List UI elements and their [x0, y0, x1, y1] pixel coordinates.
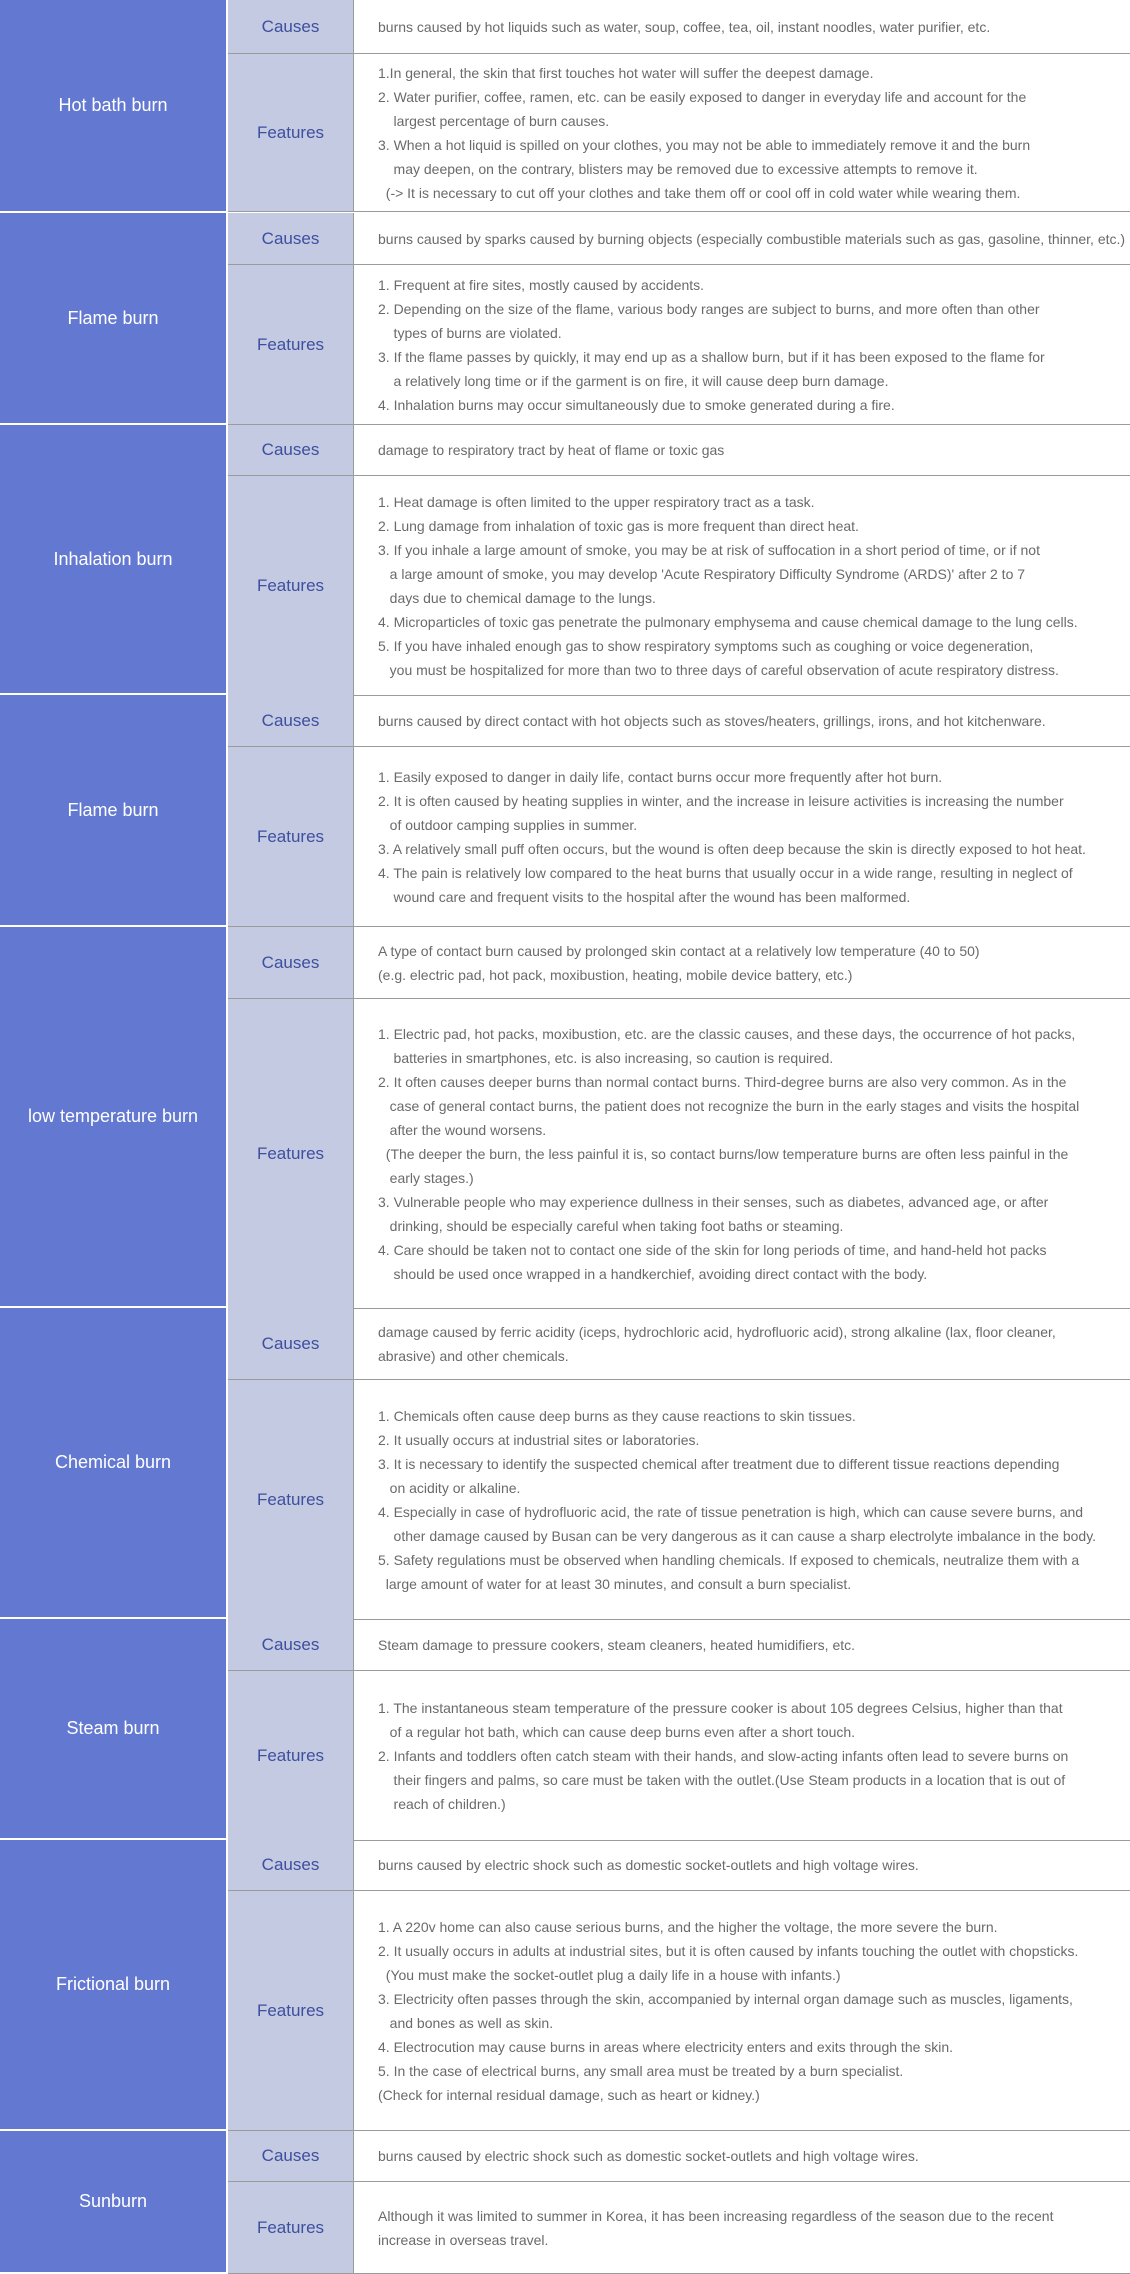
features-row	[228, 1671, 1130, 1841]
features-line: may deepen, on the contrary, blisters may be removed due to excessive attempts to remove it.	[378, 160, 978, 177]
features-row	[228, 54, 1130, 212]
burn-type-label: Inhalation burn	[0, 425, 226, 695]
causes-line: (e.g. electric pad, hot pack, moxibustion, heating, mobile device battery, etc.)	[378, 966, 853, 983]
features-line: early stages.)	[378, 1169, 474, 1186]
causes-row	[228, 425, 1130, 476]
features-line: case of general contact burns, the patient does not recognize the burn in the early stages and visits the hospital	[378, 1097, 1080, 1114]
causes-line: abrasive) and other chemicals.	[378, 1347, 569, 1364]
causes-line: damage to respiratory tract by heat of flame or toxic gas	[378, 442, 725, 458]
features-line: of a regular hot bath, which can cause deep burns even after a short touch.	[378, 1723, 856, 1740]
features-line: 2. Lung damage from inhalation of toxic gas is more frequent than direct heat.	[378, 517, 859, 534]
features-line: a large amount of smoke, you may develop 'Acute Respiratory Difficulty Syndrome (ARDS)' after 2 to 7	[378, 565, 1026, 582]
features-label: Features	[228, 1671, 354, 1840]
burn-row-inhalation-burn	[0, 425, 1130, 695]
features-line: 3. It is necessary to identify the suspected chemical after treatment due to different tissue reactions depending	[378, 1455, 1060, 1472]
causes-row	[228, 1619, 1130, 1671]
features-text	[354, 1380, 1130, 1619]
features-line: 4. Electrocution may cause burns in areas where electricity enters and exits through the skin.	[378, 2038, 954, 2055]
features-line: 3. Electricity often passes through the skin, accompanied by internal organ damage such as muscles, ligaments,	[378, 1990, 1073, 2007]
features-line: 5. In the case of electrical burns, any small area must be treated by a burn specialist.	[378, 2062, 904, 2079]
causes-text	[354, 1840, 1130, 1890]
features-text	[354, 265, 1130, 424]
features-line: you must be hospitalized for more than two to three days of careful observation of acute respiratory distress.	[378, 661, 1059, 678]
features-line: 3. If you inhale a large amount of smoke, you may be at risk of suffocation in a short period of time, or if not	[378, 541, 1040, 558]
causes-text	[354, 0, 1130, 53]
causes-row	[228, 0, 1130, 54]
features-label: Features	[228, 54, 354, 211]
features-line: other damage caused by Busan can be very dangerous as it can cause a sharp electrolyte imbalance in the body.	[378, 1527, 1097, 1544]
causes-text	[354, 927, 1130, 998]
burn-type-label: Flame burn	[0, 695, 226, 927]
features-line: 1. Heat damage is often limited to the upper respiratory tract as a task.	[378, 493, 815, 510]
causes-line: damage caused by ferric acidity (iceps, hydrochloric acid, hydrofluoric acid), strong alkaline (lax, floor cleaner,	[378, 1323, 1056, 1340]
features-label: Features	[228, 999, 354, 1308]
causes-row	[228, 695, 1130, 747]
features-line: and bones as well as skin.	[378, 2014, 554, 2031]
causes-row	[228, 1308, 1130, 1380]
features-line: 1. The instantaneous steam temperature of the pressure cooker is about 105 degrees Celsius, higher than that	[378, 1699, 1063, 1716]
causes-label: Causes	[228, 695, 354, 746]
causes-label: Causes	[228, 1619, 354, 1670]
features-line: a relatively long time or if the garment is on fire, it will cause deep burn damage.	[378, 372, 889, 389]
features-line: 5. If you have inhaled enough gas to show respiratory symptoms such as coughing or voice degeneration,	[378, 637, 1034, 654]
features-line: 4. Microparticles of toxic gas penetrate the pulmonary emphysema and cause chemical damage to the lung cells.	[378, 613, 1078, 630]
features-row	[228, 999, 1130, 1309]
features-line: batteries in smartphones, etc. is also increasing, so caution is required.	[378, 1049, 834, 1066]
features-line: 2. It usually occurs in adults at industrial sites, but it is often caused by infants touching the outlet with chopsticks.	[378, 1942, 1079, 1959]
features-label: Features	[228, 1380, 354, 1619]
causes-label: Causes	[228, 213, 354, 264]
features-row	[228, 2182, 1130, 2274]
features-line: 2. It usually occurs at industrial sites or laboratories.	[378, 1431, 700, 1448]
features-line: 1. Frequent at fire sites, mostly caused by accidents.	[378, 276, 705, 293]
features-line: on acidity or alkaline.	[378, 1479, 521, 1496]
features-line: largest percentage of burn causes.	[378, 112, 610, 129]
features-text	[354, 1891, 1130, 2130]
features-row	[228, 1891, 1130, 2131]
features-row	[228, 747, 1130, 927]
features-label: Features	[228, 476, 354, 695]
causes-text	[354, 695, 1130, 746]
burn-row-flame-burn	[0, 695, 1130, 927]
burn-row-flame-burn	[0, 213, 1130, 425]
burn-type-label: Flame burn	[0, 213, 226, 425]
causes-line: burns caused by electric shock such as domestic socket-outlets and high voltage wires.	[378, 2148, 919, 2164]
causes-row	[228, 213, 1130, 265]
features-text	[354, 54, 1130, 211]
causes-text	[354, 1619, 1130, 1670]
features-line: their fingers and palms, so care must be taken with the outlet.(Use Steam products in a location that is out of	[378, 1771, 1066, 1788]
burn-row-steam-burn	[0, 1619, 1130, 1840]
causes-text	[354, 425, 1130, 475]
features-row	[228, 265, 1130, 425]
features-line: 5. Safety regulations must be observed when handling chemicals. If exposed to chemicals, neutralize them with a	[378, 1551, 1080, 1568]
causes-line: burns caused by direct contact with hot objects such as stoves/heaters, grillings, irons, and hot kitchenware.	[378, 712, 1046, 729]
burn-row-hot-bath-burn	[0, 0, 1130, 213]
features-line: 3. A relatively small puff often occurs, but the wound is often deep because the skin is directly exposed to hot heat.	[378, 840, 1086, 857]
features-line: wound care and frequent visits to the hospital after the wound has been malformed.	[378, 888, 911, 905]
burn-type-label: low temperature burn	[0, 927, 226, 1308]
causes-label: Causes	[228, 2131, 354, 2181]
features-line: increase in overseas travel.	[378, 2231, 549, 2248]
features-line: 2. Infants and toddlers often catch steam with their hands, and slow-acting infants often lead to severe burns on	[378, 1747, 1069, 1764]
causes-text	[354, 1308, 1130, 1379]
features-line: should be used once wrapped in a handkerchief, avoiding direct contact with the body.	[378, 1265, 928, 1282]
features-line: 1. A 220v home can also cause serious burns, and the higher the voltage, the more severe the burn.	[378, 1918, 998, 1935]
features-label: Features	[228, 265, 354, 424]
features-line: (-> It is necessary to cut off your clothes and take them off or cool off in cold water while wearing them.	[378, 184, 1021, 201]
features-line: 2. It is often caused by heating supplies in winter, and the increase in leisure activities is increasing the number	[378, 792, 1064, 809]
features-line: Although it was limited to summer in Korea, it has been increasing regardless of the season due to the recent	[378, 2207, 1054, 2224]
features-line: 4. Especially in case of hydrofluoric acid, the rate of tissue penetration is high, which can cause severe burns, and	[378, 1503, 1084, 1520]
features-line: 2. Depending on the size of the flame, various body ranges are subject to burns, and more often than other	[378, 300, 1040, 317]
causes-row	[228, 1840, 1130, 1891]
features-line: large amount of water for at least 30 minutes, and consult a burn specialist.	[378, 1575, 852, 1592]
features-text	[354, 2182, 1130, 2273]
causes-line: burns caused by hot liquids such as water, soup, coffee, tea, oil, instant noodles, water purifier, etc.	[378, 18, 991, 35]
features-line: 3. When a hot liquid is spilled on your clothes, you may not be able to immediately remove it and the burn	[378, 136, 1031, 153]
features-line: 2. It often causes deeper burns than normal contact burns. Third-degree burns are also very common. As in the	[378, 1073, 1067, 1090]
features-line: 1. Electric pad, hot packs, moxibustion, etc. are the classic causes, and these days, the occurrence of hot packs,	[378, 1025, 1076, 1042]
features-line: 4. The pain is relatively low compared to the heat burns that usually occur in a wide range, resulting in neglect of	[378, 864, 1073, 881]
features-line: types of burns are violated.	[378, 324, 562, 341]
causes-line: burns caused by electric shock such as domestic socket-outlets and high voltage wires.	[378, 1857, 919, 1873]
causes-line: A type of contact burn caused by prolonged skin contact at a relatively low temperature (40 to 50)	[378, 942, 980, 959]
causes-text	[354, 2131, 1130, 2181]
features-line: 1. Chemicals often cause deep burns as they cause reactions to skin tissues.	[378, 1407, 856, 1424]
features-line: 4. Inhalation burns may occur simultaneously due to smoke generated during a fire.	[378, 396, 895, 413]
features-line: 3. If the flame passes by quickly, it may end up as a shallow burn, but if it has been exposed to the flame for	[378, 348, 1045, 365]
causes-label: Causes	[228, 927, 354, 998]
features-text	[354, 1671, 1130, 1840]
burn-row-sunburn	[0, 2131, 1130, 2274]
features-line: (Check for internal residual damage, such as heart or kidney.)	[378, 2086, 760, 2103]
features-text	[354, 999, 1130, 1308]
features-line: 4. Care should be taken not to contact one side of the skin for long periods of time, and hand-held hot packs	[378, 1241, 1047, 1258]
causes-label: Causes	[228, 425, 354, 475]
features-text	[354, 476, 1130, 695]
features-line: 3. Vulnerable people who may experience dullness in their senses, such as diabetes, advanced age, or after	[378, 1193, 1049, 1210]
burn-row-frictional-burn	[0, 1840, 1130, 2131]
features-line: after the wound worsens.	[378, 1121, 547, 1138]
causes-line: burns caused by sparks caused by burning objects (especially combustible materials such as gas, gasoline, thinner, etc.)	[378, 230, 1126, 247]
features-label: Features	[228, 747, 354, 926]
features-line: 1. Easily exposed to danger in daily life, contact burns occur more frequently after hot burn.	[378, 768, 943, 785]
causes-label: Causes	[228, 0, 354, 53]
features-line: reach of children.)	[378, 1795, 506, 1812]
features-row	[228, 476, 1130, 696]
burn-type-label: Frictional burn	[0, 1840, 226, 2131]
features-line: drinking, should be especially careful when taking foot baths or steaming.	[378, 1217, 844, 1234]
features-text	[354, 747, 1130, 926]
features-label: Features	[228, 1891, 354, 2130]
features-row	[228, 1380, 1130, 1620]
features-line: days due to chemical damage to the lungs.	[378, 589, 656, 606]
features-line: (You must make the socket-outlet plug a daily life in a house with infants.)	[378, 1966, 841, 1983]
features-label: Features	[228, 2182, 354, 2273]
features-line: of outdoor camping supplies in summer.	[378, 816, 638, 833]
causes-row	[228, 2131, 1130, 2182]
burn-row-low-temperature-burn	[0, 927, 1130, 1308]
burn-row-chemical-burn	[0, 1308, 1130, 1619]
burn-type-label: Sunburn	[0, 2131, 226, 2274]
features-line: (The deeper the burn, the less painful it is, so contact burns/low temperature burns are often less painful in the	[378, 1145, 1069, 1162]
causes-label: Causes	[228, 1840, 354, 1890]
causes-label: Causes	[228, 1308, 354, 1379]
features-line: 1.In general, the skin that first touches hot water will suffer the deepest damage.	[378, 64, 874, 81]
burn-type-label: Steam burn	[0, 1619, 226, 1840]
burn-type-label: Chemical burn	[0, 1308, 226, 1619]
causes-line: Steam damage to pressure cookers, steam cleaners, heated humidifiers, etc.	[378, 1636, 856, 1653]
causes-row	[228, 927, 1130, 999]
features-line: 2. Water purifier, coffee, ramen, etc. can be easily exposed to danger in everyday life and account for the	[378, 88, 1027, 105]
burn-type-label: Hot bath burn	[0, 0, 226, 213]
causes-text	[354, 213, 1130, 264]
